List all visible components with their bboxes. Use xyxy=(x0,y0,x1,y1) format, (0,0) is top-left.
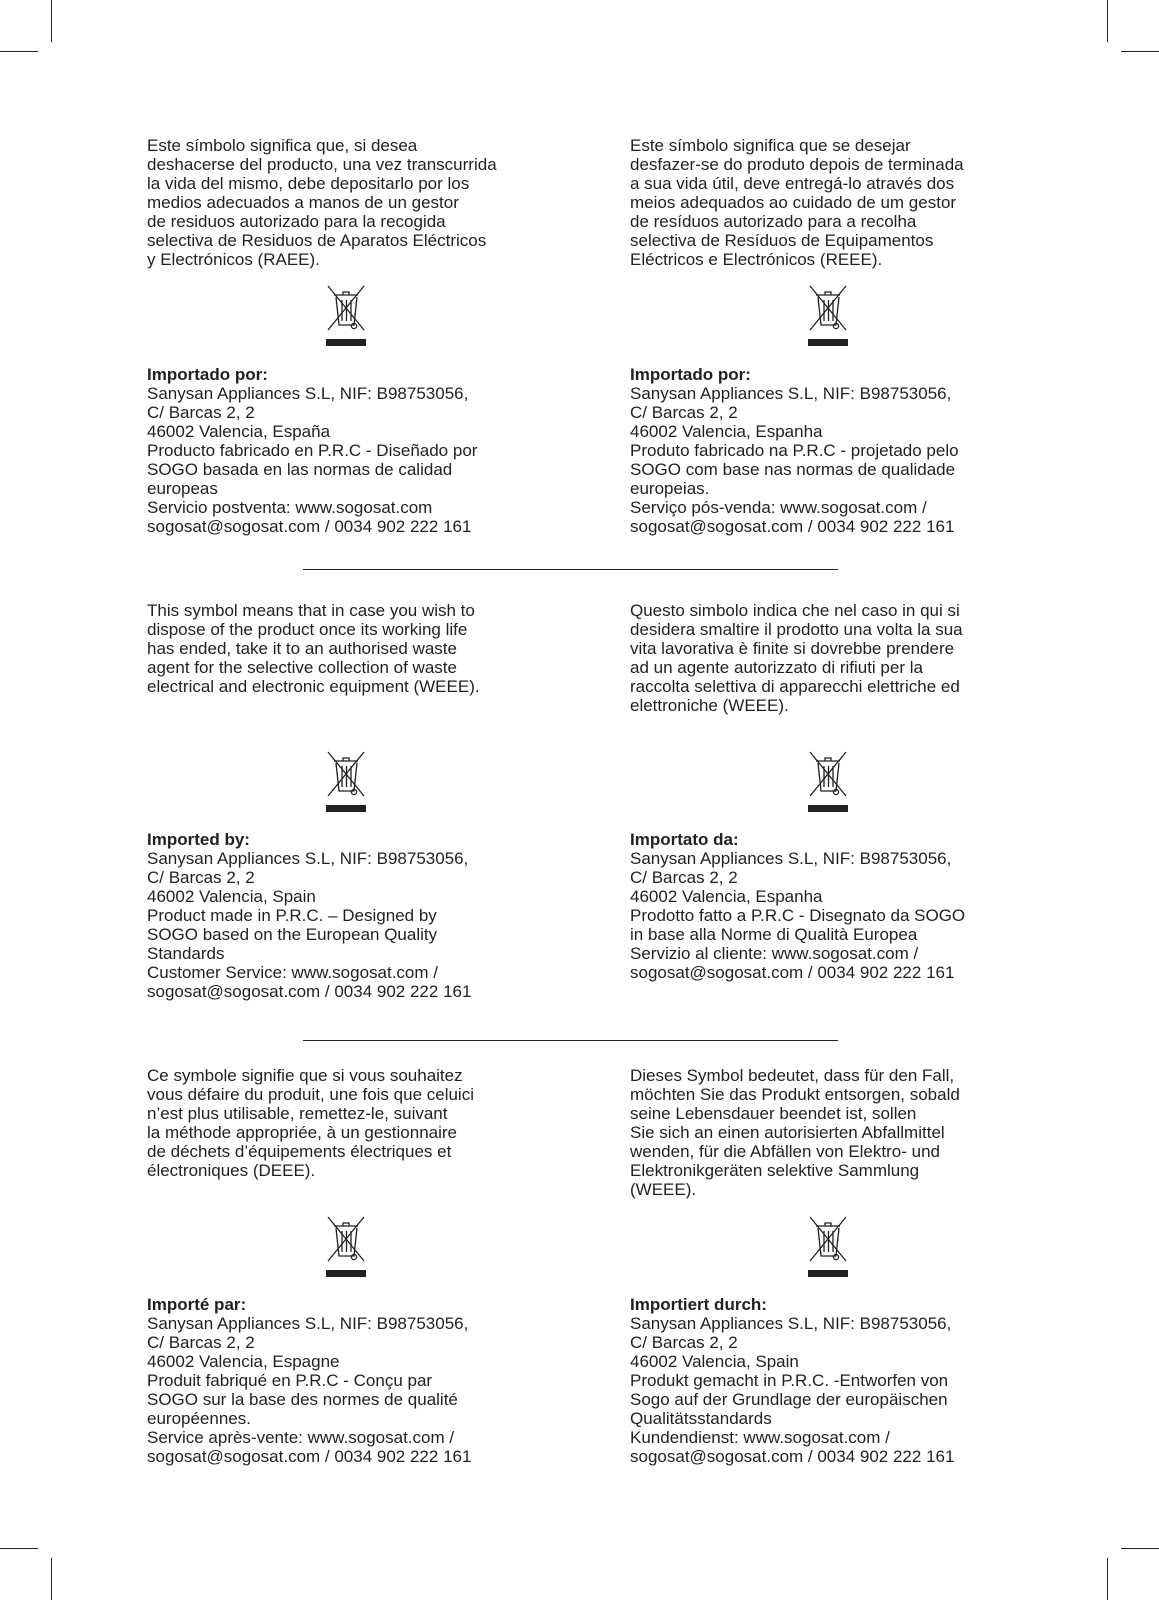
crop-mark xyxy=(51,0,52,42)
weee-crossed-bin-icon xyxy=(806,746,850,818)
crop-mark xyxy=(0,1548,38,1549)
weee-notice-it xyxy=(630,601,1050,715)
importer-info-fr xyxy=(147,1295,567,1466)
section-divider xyxy=(303,1040,838,1041)
importer-info-de xyxy=(630,1295,1050,1466)
symbol-description: Este símbolo significa que, si desea deshacerse del producto, una vez transcurrida la vida del mismo, debe depositarlo por los medios adecuados a manos de un gestor de residuos autorizado para la recogida selectiva de Residuos de Aparatos Eléctricos y Electrónicos (RAEE). xyxy=(147,136,497,269)
importer-heading: Imported by: xyxy=(147,830,250,849)
crop-mark xyxy=(1107,0,1108,42)
weee-notice-es xyxy=(147,136,567,269)
weee-crossed-bin-icon xyxy=(806,280,850,352)
weee-crossed-bin-icon xyxy=(324,746,368,818)
weee-crossed-bin-icon xyxy=(324,280,368,352)
importer-info-pt xyxy=(630,365,1050,536)
importer-heading: Importado por: xyxy=(630,365,751,384)
crop-mark xyxy=(0,51,38,52)
importer-heading: Importato da: xyxy=(630,830,739,849)
importer-details: Sanysan Appliances S.L, NIF: B98753056, C/ Barcas 2, 2 46002 Valencia, Spain Product made in P.R.C. – Designed by SOGO based on the European Quality Standards Customer Service: www.sogosat.com / sogosat@sogosat.com / 0034 902 222 161 xyxy=(147,849,472,1001)
crop-mark xyxy=(1107,1558,1108,1600)
crop-mark xyxy=(51,1558,52,1600)
importer-details: Sanysan Appliances S.L, NIF: B98753056, C/ Barcas 2, 2 46002 Valencia, España Producto fabricado en P.R.C - Diseñado por SOGO basada en las normas de calidad europeas Servicio postventa: www.sogosat.com sogosat@sogosat.com / 0034 902 222 161 xyxy=(147,384,478,536)
weee-crossed-bin-icon xyxy=(806,1211,850,1283)
crop-mark xyxy=(1121,1548,1159,1549)
weee-notice-en xyxy=(147,601,567,696)
symbol-description: Dieses Symbol bedeutet, dass für den Fall, möchten Sie das Produkt entsorgen, sobald seine Lebensdauer beendet ist, sollen Sie sich an einen autorisierten Abfallmittel wenden, für die Abfällen von Elektro- und Elektronikgeräten selektive Sammlung (WEEE). xyxy=(630,1066,960,1199)
importer-heading: Importiert durch: xyxy=(630,1295,767,1314)
weee-crossed-bin-icon xyxy=(324,1211,368,1283)
importer-info-en xyxy=(147,830,567,1001)
symbol-description: This symbol means that in case you wish to dispose of the product once its working life has ended, take it to an authorised waste agent for the selective collection of waste electrical and electronic equipment (WEEE). xyxy=(147,601,480,696)
crop-mark xyxy=(1121,51,1159,52)
importer-details: Sanysan Appliances S.L, NIF: B98753056, C/ Barcas 2, 2 46002 Valencia, Espagne Produit fabriqué en P.R.C - Conçu par SOGO sur la base des normes de qualité européennes. Service après-vente: www.sogosat.com / sogosat@sogosat.com / 0034 902 222 161 xyxy=(147,1314,472,1466)
symbol-description: Questo simbolo indica che nel caso in qui si desidera smaltire il prodotto una volta la sua vita lavorativa è finite si dovrebbe prendere ad un agente autorizzato di rifiuti per la raccolta selettiva di apparecchi elettriche ed elettroniche (WEEE). xyxy=(630,601,963,715)
importer-details: Sanysan Appliances S.L, NIF: B98753056, C/ Barcas 2, 2 46002 Valencia, Spain Produkt gemacht in P.R.C. -Entworfen von Sogo auf der Grundlage der europäischen Qualitätsstandards Kundendienst: www.sogosat.com / sogosat@sogosat.com / 0034 902 222 161 xyxy=(630,1314,955,1466)
importer-heading: Importé par: xyxy=(147,1295,247,1314)
symbol-description: Ce symbole signifie que si vous souhaitez vous défaire du produit, une fois que celuici n’est plus utilisable, remettez-le, suivant la méthode appropriée, à un gestionnaire de déchets d’équipements électriques et électroniques (DEEE). xyxy=(147,1066,474,1180)
weee-notice-de xyxy=(630,1066,1050,1199)
importer-info-es xyxy=(147,365,567,536)
weee-notice-fr xyxy=(147,1066,567,1180)
weee-notice-pt xyxy=(630,136,1050,269)
symbol-description: Este símbolo significa que se desejar desfazer-se do produto depois de terminada a sua vida útil, deve entregá-lo através dos meios adequados ao cuidado de um gestor de resíduos autorizado para a recolha selectiva de Resíduos de Equipamentos Eléctricos e Electrónicos (REEE). xyxy=(630,136,964,269)
importer-details: Sanysan Appliances S.L, NIF: B98753056, C/ Barcas 2, 2 46002 Valencia, Espanha Produto fabricado na P.R.C - projetado pelo SOGO com base nas normas de qualidade europeias. Serviço pós-venda: www.sogosat.com / sogosat@sogosat.com / 0034 902 222 161 xyxy=(630,384,959,536)
section-divider xyxy=(303,569,838,570)
importer-details: Sanysan Appliances S.L, NIF: B98753056, C/ Barcas 2, 2 46002 Valencia, Espanha Prodotto fatto a P.R.C - Disegnato da SOGO in base alla Norme di Qualità Europea Servizio al cliente: www.sogosat.com / sogosat@sogosat.com / 0034 902 222 161 xyxy=(630,849,966,982)
importer-info-it xyxy=(630,830,1050,982)
importer-heading: Importado por: xyxy=(147,365,268,384)
